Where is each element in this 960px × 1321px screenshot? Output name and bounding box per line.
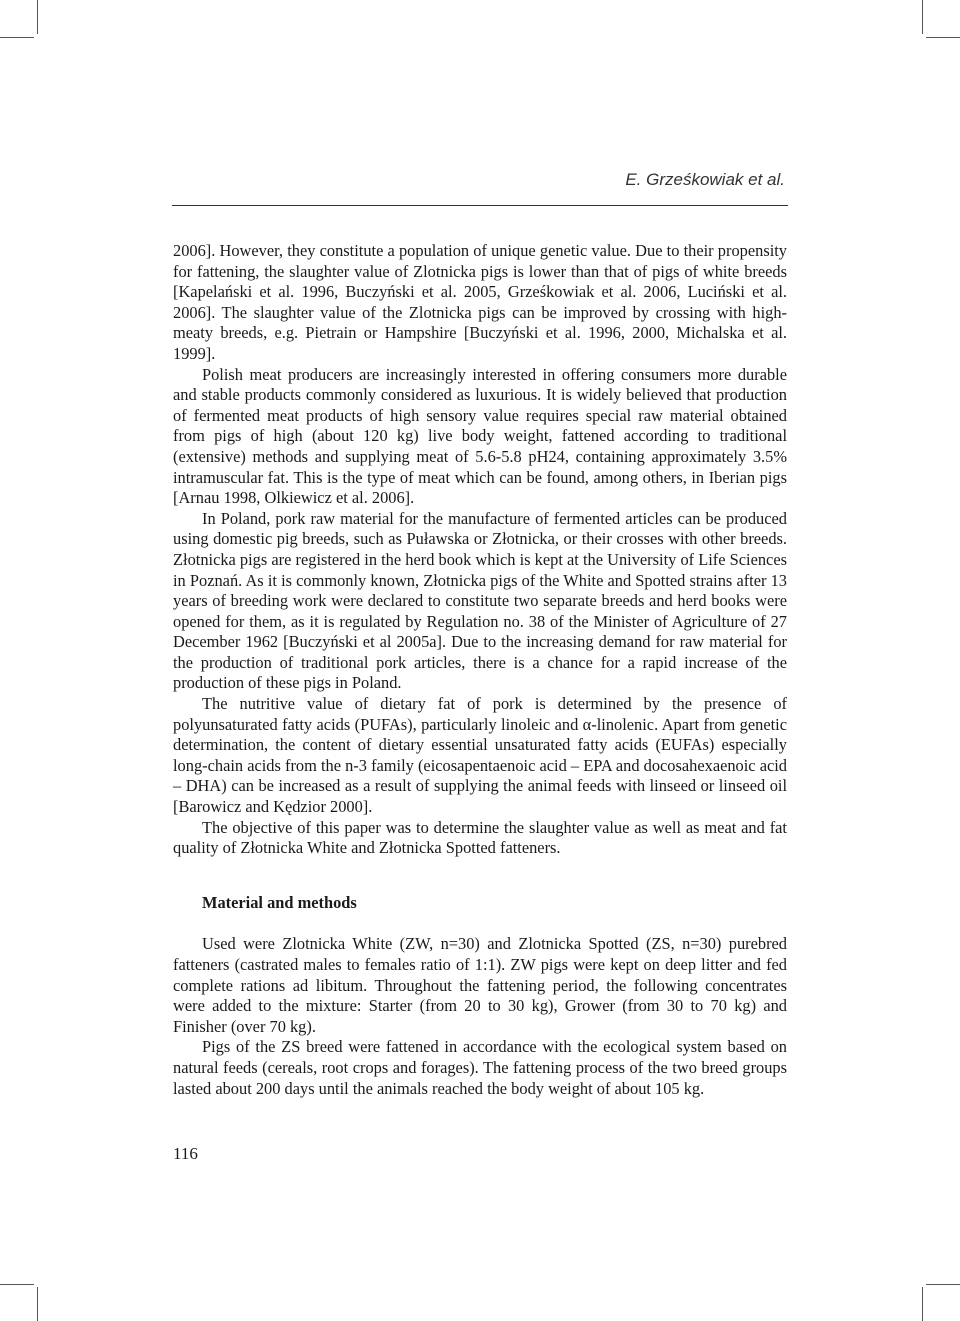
section-heading: Material and methods <box>202 892 357 912</box>
paragraph: Polish meat producers are increasingly interested in offering consumers more durable and stable products commonly considered as luxurious. It is widely believed that production of fermented meat products of high sensory value requires special raw material obtained from pigs of high (about 120 kg) live body weight, fattened according to traditional (extensive) methods and supplying meat of 5.6-5.8 pH24, containing approximately 3.5% intramuscular fat. This is the type of meat which can be found, among others, in Iberian pigs [Arnau 1998, Olkiewicz et al. 2006]. <box>173 364 787 508</box>
paragraph: 2006]. However, they constitute a population of unique genetic value. Due to their propensity for fattening, the slaughter value of Zlotnicka pigs is lower than that of pigs of white breeds [Kapelański et al. 1996, Buczyński et al. 2005, Grześkowiak et al. 2006, Luciński et al. 2006]. The slaughter value of the Zlotnicka pigs can be improved by crossing with high-meaty breeds, e.g. Pietrain or Hampshire [Buczyński et al. 1996, 2000, Michalska et al. 1999]. <box>173 241 787 363</box>
paragraph: The objective of this paper was to determine the slaughter value as well as meat and fat quality of Złotnicka White and Złotnicka Spotted fatteners. <box>173 817 787 858</box>
paragraph: Pigs of the ZS breed were fattened in accordance with the ecological system based on natural feeds (cereals, root crops and forages). The fattening process of the two breed groups lasted about 200 days until the animals reached the body weight of about 105 kg. <box>173 1037 787 1098</box>
crop-mark-bottom-left <box>37 1287 38 1321</box>
crop-mark-top-left <box>37 0 38 34</box>
header-rule <box>172 205 788 206</box>
crop-mark-top-right-h <box>926 37 960 38</box>
paragraph: The nutritive value of dietary fat of pork is determined by the presence of polyunsaturated fatty acids (PUFAs), particularly linoleic and α-linolenic. Apart from genetic determination, the content of dietary essential unsaturated fatty acids (EUFAs) especially long-chain acids from the n-3 family (eicosapentaenoic acid – EPA and docosahexaenoic acid – DHA) can be increased as a result of supplying the animal feeds with linseed or linseed oil [Barowicz and Kędzior 2000]. <box>173 694 787 817</box>
crop-mark-top-left-h <box>0 37 34 38</box>
crop-mark-bottom-right <box>922 1287 923 1321</box>
paragraph: Used were Zlotnicka White (ZW, n=30) and Zlotnicka Spotted (ZS, n=30) purebred fatteners (castrated males to females ratio of 1:1). ZW pigs were kept on deep litter and fed complete rations ad libitum. Throughout the fattening period, the following concentrates were added to the mixture: Starter (from 20 to 30 kg), Grower (from 30 to 70 kg) and Finisher (over 70 kg). <box>173 934 787 1036</box>
running-head: E. Grześkowiak et al. <box>625 170 785 189</box>
crop-mark-bottom-left-h <box>0 1284 34 1285</box>
crop-mark-bottom-right-h <box>926 1284 960 1285</box>
paragraph: In Poland, pork raw material for the manufacture of fermented articles can be produced using domestic pig breeds, such as Puławska or Złotnicka, or their crosses with other breeds. Złotnicka pigs are registered in the herd book which is kept at the University of Life Sciences in Poznań. As it is commonly known, Złotnicka pigs of the White and Spotted strains after 13 years of breeding work were declared to constitute two separate breeds and herd books were opened for them, as it is regulated by Regulation no. 38 of the Minister of Agriculture of 27 December 1962 [Buczyński et al 2005a]. Due to the increasing demand for raw material for the production of traditional pork articles, there is a chance for a rapid increase of the production of these pigs in Poland. <box>173 508 787 693</box>
page-number: 116 <box>173 1144 198 1163</box>
crop-mark-top-right <box>922 0 923 34</box>
body-text <box>173 241 787 1099</box>
